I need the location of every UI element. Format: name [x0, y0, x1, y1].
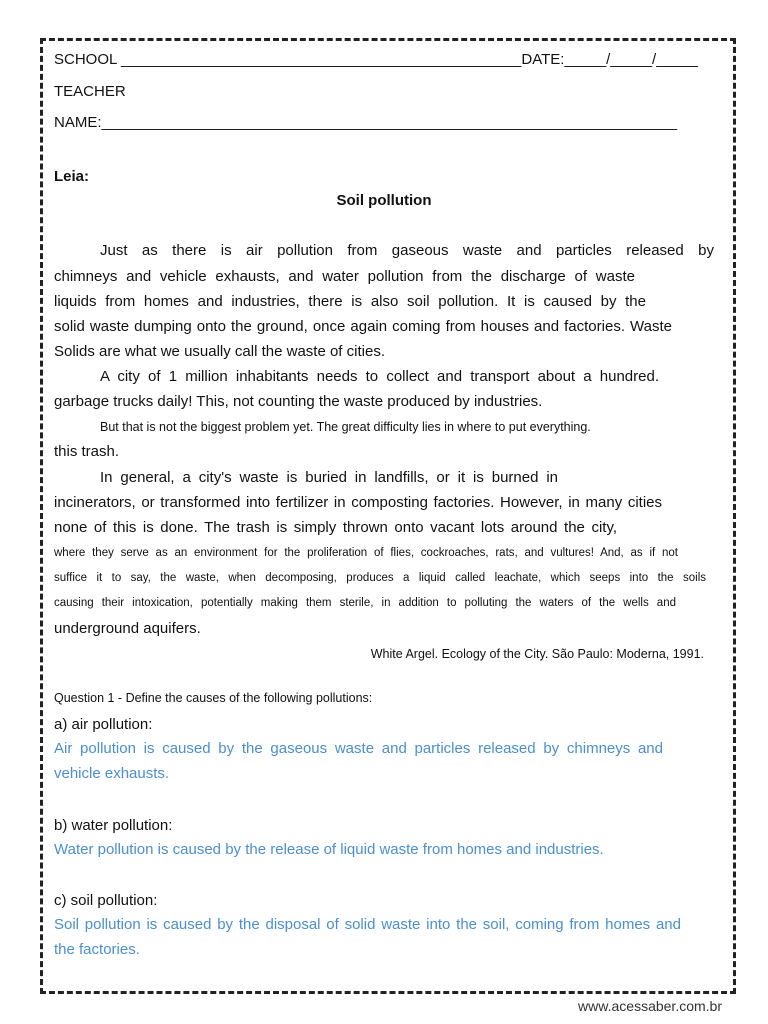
- text-line: Solids are what we usually call the waste of cities.: [54, 343, 385, 360]
- answer-c-line: the factories.: [54, 941, 140, 958]
- text-line: chimneys and vehicle exhausts, and water pollution from the discharge of waste: [54, 268, 635, 285]
- answer-c-line: Soil pollution is caused by the disposal of solid waste into the soil, coming from homes and: [54, 916, 681, 933]
- question-c-label: c) soil pollution:: [54, 892, 158, 909]
- answer-a-line: vehicle exhausts.: [54, 765, 170, 782]
- text-line: causing their intoxication, potentially making them sterile, in addition to polluting the waters of the wells and: [54, 597, 676, 609]
- answer-a-line: Air pollution is caused by the gaseous waste and particles released by chimneys and: [54, 740, 663, 757]
- answer-b-line: Water pollution is caused by the release of liquid waste from homes and industries.: [54, 841, 604, 858]
- text-line: incinerators, or transformed into fertilizer in composting factories. However, in many cities: [54, 494, 662, 511]
- question-a-label: a) air pollution:: [54, 716, 153, 733]
- text-line: solid waste dumping onto the ground, once again coming from houses and factories. Waste: [54, 318, 672, 335]
- reading-source: White Argel. Ecology of the City. São Paulo: Moderna, 1991.: [370, 647, 704, 661]
- text-line: But that is not the biggest problem yet. The great difficulty lies in where to put everything.: [100, 420, 591, 434]
- text-line: In general, a city's waste is buried in landfills, or it is burned in: [100, 469, 558, 486]
- teacher-line: TEACHER: [54, 83, 126, 100]
- text-line: none of this is done. The trash is simply thrown onto vacant lots around the city,: [54, 519, 617, 536]
- reading-label: Leia:: [54, 168, 90, 185]
- text-line: A city of 1 million inhabitants needs to collect and transport about a hundred.: [100, 368, 659, 385]
- text-line: garbage trucks daily! This, not counting the waste produced by industries.: [54, 393, 543, 410]
- text-line: this trash.: [54, 443, 120, 460]
- reading-title: Soil pollution: [336, 192, 432, 209]
- text-line: liquids from homes and industries, there is also soil pollution. It is caused by the: [54, 293, 646, 310]
- text-line: suffice it to say, the waste, when decomposing, produces a liquid called leachate, which seeps into the soils: [54, 572, 706, 584]
- footer-website: www.acessaber.com.br: [578, 998, 722, 1014]
- text-line: underground aquifers.: [54, 620, 201, 637]
- question-prompt: Question 1 - Define the causes of the following pollutions:: [54, 691, 373, 705]
- school-date-line: SCHOOL ________________________________________________DATE:_____/_____/_____: [54, 51, 698, 68]
- text-line: Just as there is air pollution from gaseous waste and particles released by: [100, 242, 714, 259]
- text-line: where they serve as an environment for the proliferation of flies, cockroaches, rats, and vultures! And, as if not: [54, 547, 678, 559]
- question-b-label: b) water pollution:: [54, 817, 173, 834]
- name-line: NAME:_____________________________________________________________________: [54, 114, 678, 131]
